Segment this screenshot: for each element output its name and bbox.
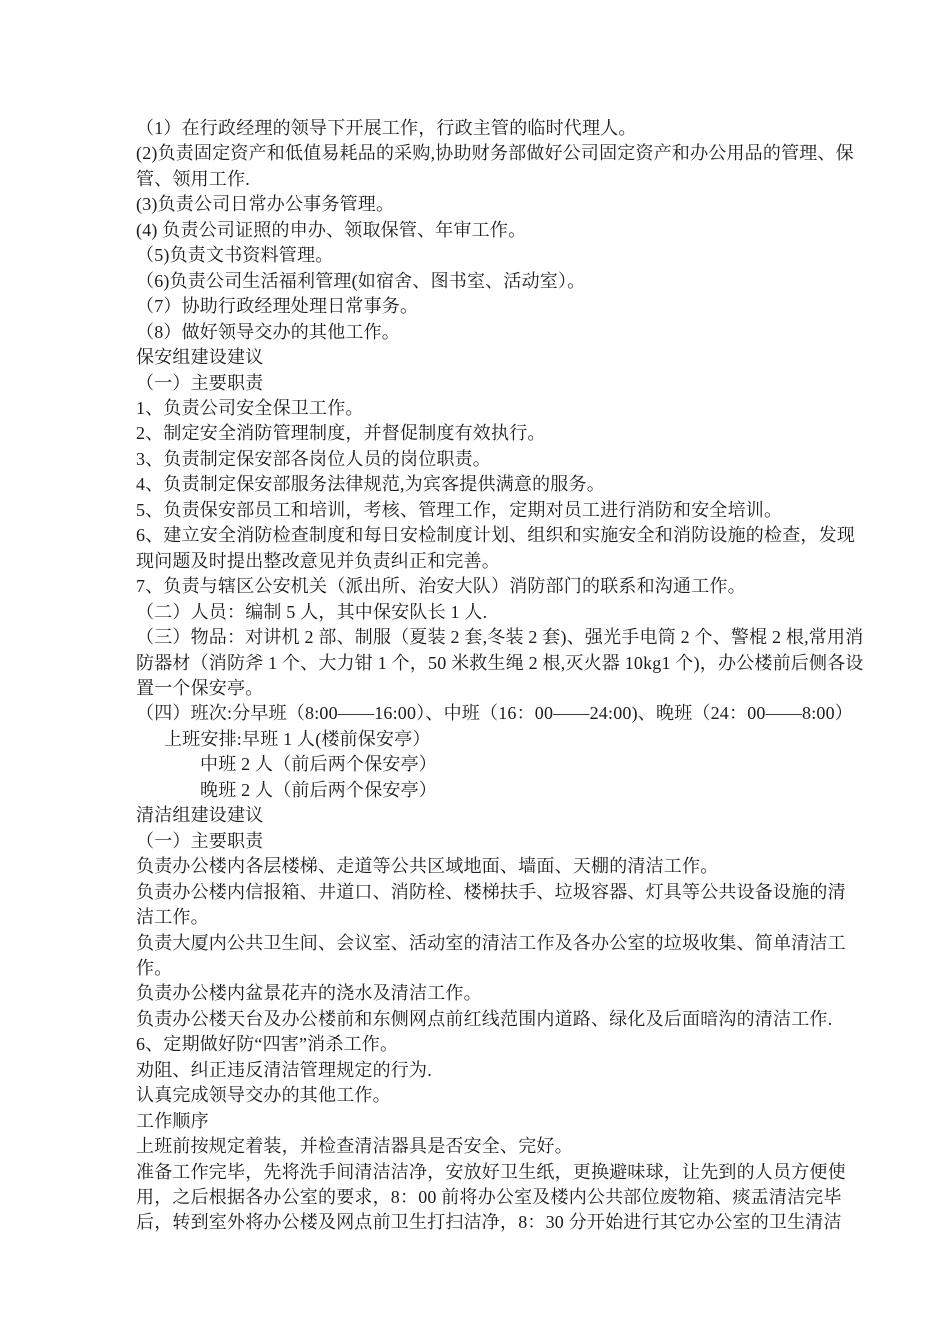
text-line[interactable]: 保安组建设建议 xyxy=(136,347,264,368)
text-line[interactable]: 1、负责公司安全保卫工作。 xyxy=(136,397,364,418)
text-line[interactable]: 中班 2 人（前后两个保安亭） xyxy=(200,754,437,775)
text-line[interactable]: （一）主要职责 xyxy=(136,830,264,851)
text-line[interactable]: 管、领用工作. xyxy=(136,168,250,189)
text-line[interactable]: （5)负责文书资料管理。 xyxy=(136,245,334,266)
document-lines xyxy=(136,116,864,1236)
text-line[interactable]: 负责办公楼内信报箱、井道口、消防栓、楼梯扶手、垃圾容器、灯具等公共设备设施的清 xyxy=(136,881,846,902)
text-line[interactable]: 6、建立安全消防检查制度和每日安检制度计划、组织和实施安全和消防设施的检查，发现 xyxy=(136,525,855,546)
text-line[interactable]: 晚班 2 人（前后两个保安亭） xyxy=(200,779,437,800)
text-line[interactable]: 用，之后根据各办公室的要求，8：00 前将办公室及楼内公共部位废物箱、痰盂清洁完毕 xyxy=(136,1187,842,1208)
text-line[interactable]: 3、负责制定保安部各岗位人员的岗位职责。 xyxy=(136,448,491,469)
document-text-area[interactable] xyxy=(136,116,864,1236)
text-line[interactable]: 置一个保安亭。 xyxy=(136,677,264,698)
text-line[interactable]: （8）做好领导交办的其他工作。 xyxy=(136,321,400,342)
text-line[interactable]: 现问题及时提出整改意见并负责纠正和完善。 xyxy=(136,550,500,571)
text-line[interactable]: 防器材（消防斧 1 个、大力钳 1 个，50 米救生绳 2 根,灭火器 10kg1 个)，办公楼前后侧各设 xyxy=(136,652,864,673)
text-line[interactable]: 准备工作完毕，先将洗手间清洁洁净，安放好卫生纸，更换避味球，让先到的人员方便使 xyxy=(136,1161,846,1182)
text-line[interactable]: 4、负责制定保安部服务法律规范,为宾客提供满意的服务。 xyxy=(136,474,605,495)
text-line[interactable]: (2)负责固定资产和低值易耗品的采购,协助财务部做好公司固定资产和办公用品的管理、保 xyxy=(136,143,854,164)
text-line[interactable]: 洁工作。 xyxy=(136,907,209,928)
text-line[interactable]: 认真完成领导交办的其他工作。 xyxy=(136,1085,391,1106)
text-line[interactable]: 2、制定安全消防管理制度，并督促制度有效执行。 xyxy=(136,423,546,444)
text-line[interactable]: （7）协助行政经理处理日常事务。 xyxy=(136,296,419,317)
text-line[interactable]: 负责大厦内公共卫生间、会议室、活动室的清洁工作及各办公室的垃圾收集、简单清洁工 xyxy=(136,932,846,953)
text-line[interactable]: 工作顺序 xyxy=(136,1110,209,1131)
text-line[interactable]: (4) 负责公司证照的申办、领取保管、年审工作。 xyxy=(136,219,527,240)
text-line[interactable]: （三）物品：对讲机 2 部、制服（夏装 2 套,冬装 2 套)、强光手电筒 2 个、警棍 2 根,常用消 xyxy=(136,627,864,648)
text-line[interactable]: 6、定期做好防“四害”消杀工作。 xyxy=(136,1034,399,1055)
text-line[interactable]: 7、负责与辖区公安机关（派出所、治安大队）消防部门的联系和沟通工作。 xyxy=(136,576,746,597)
text-line[interactable]: 负责办公楼内各层楼梯、走道等公共区域地面、墙面、天棚的清洁工作。 xyxy=(136,856,719,877)
text-line[interactable]: 负责办公楼内盆景花卉的浇水及清洁工作。 xyxy=(136,983,482,1004)
text-line[interactable]: （一）主要职责 xyxy=(136,372,264,393)
text-line[interactable]: 劝阻、纠正违反清洁管理规定的行为. xyxy=(136,1059,432,1080)
text-line[interactable]: 作。 xyxy=(136,957,173,978)
text-line[interactable]: 上班前按规定着装，并检查清洁器具是否安全、完好。 xyxy=(136,1136,573,1157)
text-line[interactable]: 后，转到室外将办公楼及网点前卫生打扫洁净，8：30 分开始进行其它办公室的卫生清洁 xyxy=(136,1212,842,1233)
text-line[interactable]: 上班安排:早班 1 人(楼前保安亭） xyxy=(164,728,431,749)
text-line[interactable]: 5、负责保安部员工和培训，考核、管理工作，定期对员工进行消防和安全培训。 xyxy=(136,499,783,520)
text-line[interactable]: 负责办公楼天台及办公楼前和东侧网点前红线范围内道路、绿化及后面暗沟的清洁工作. xyxy=(136,1008,833,1029)
text-line[interactable]: （6)负责公司生活福利管理(如宿舍、图书室、活动室）。 xyxy=(136,270,586,291)
text-line[interactable]: 清洁组建设建议 xyxy=(136,805,264,826)
text-line[interactable]: （二）人员：编制 5 人，其中保安队长 1 人. xyxy=(136,601,488,622)
text-line[interactable]: （四）班次:分早班（8:00——16:00）、中班（16：00——24:00)、晚班（24：00——8:00） xyxy=(136,703,853,724)
text-line[interactable]: (3)负责公司日常办公事务管理。 xyxy=(136,194,395,215)
text-line[interactable]: （1）在行政经理的领导下开展工作，行政主管的临时代理人。 xyxy=(136,118,637,138)
